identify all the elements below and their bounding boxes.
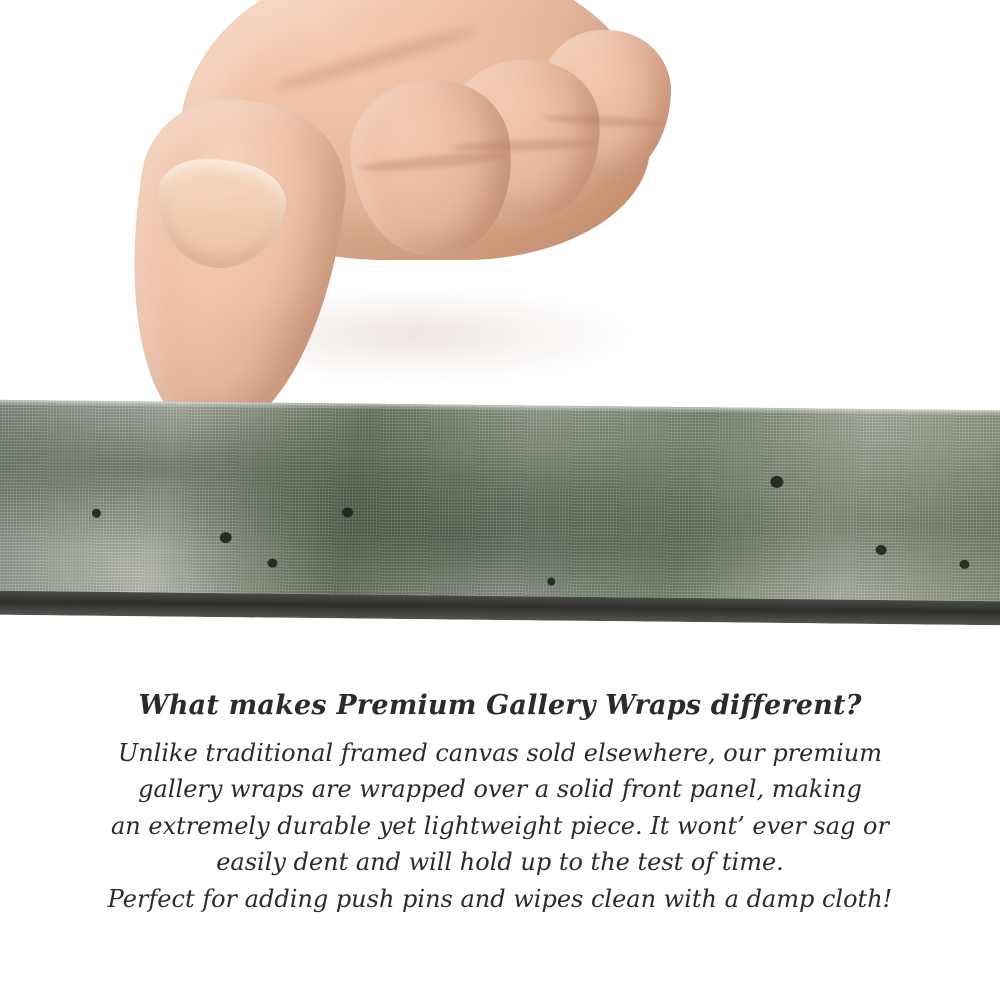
canvas-speck [220,532,232,543]
caption-line-2: gallery wraps are wrapped over a solid front panel, making [138,775,862,804]
caption-block [0,690,1000,917]
caption-title: What makes Premium Gallery Wraps different? [138,690,862,721]
canvas-speck [547,577,555,585]
canvas-speck [876,545,887,555]
caption-line-1: Unlike traditional framed canvas sold elsewhere, our premium [117,739,882,767]
canvas-speck [267,559,277,568]
caption-line-3: an extremely durable yet lightweight piece. It wont’ ever sag or [111,811,889,840]
canvas-speck [959,560,969,569]
hand-shadow [200,290,630,380]
caption-line-5: Perfect for adding push pins and wipes clean with a damp cloth! [107,884,893,913]
caption-line-4: easily dent and will hold up to the test of time. [216,848,784,877]
canvas-weave-texture [0,400,1000,602]
hand-illustration [120,0,680,430]
canvas-speck [92,509,101,518]
canvas-wrap-edge [0,400,1000,626]
canvas-speck [770,476,783,488]
canvas-speck [342,507,353,517]
